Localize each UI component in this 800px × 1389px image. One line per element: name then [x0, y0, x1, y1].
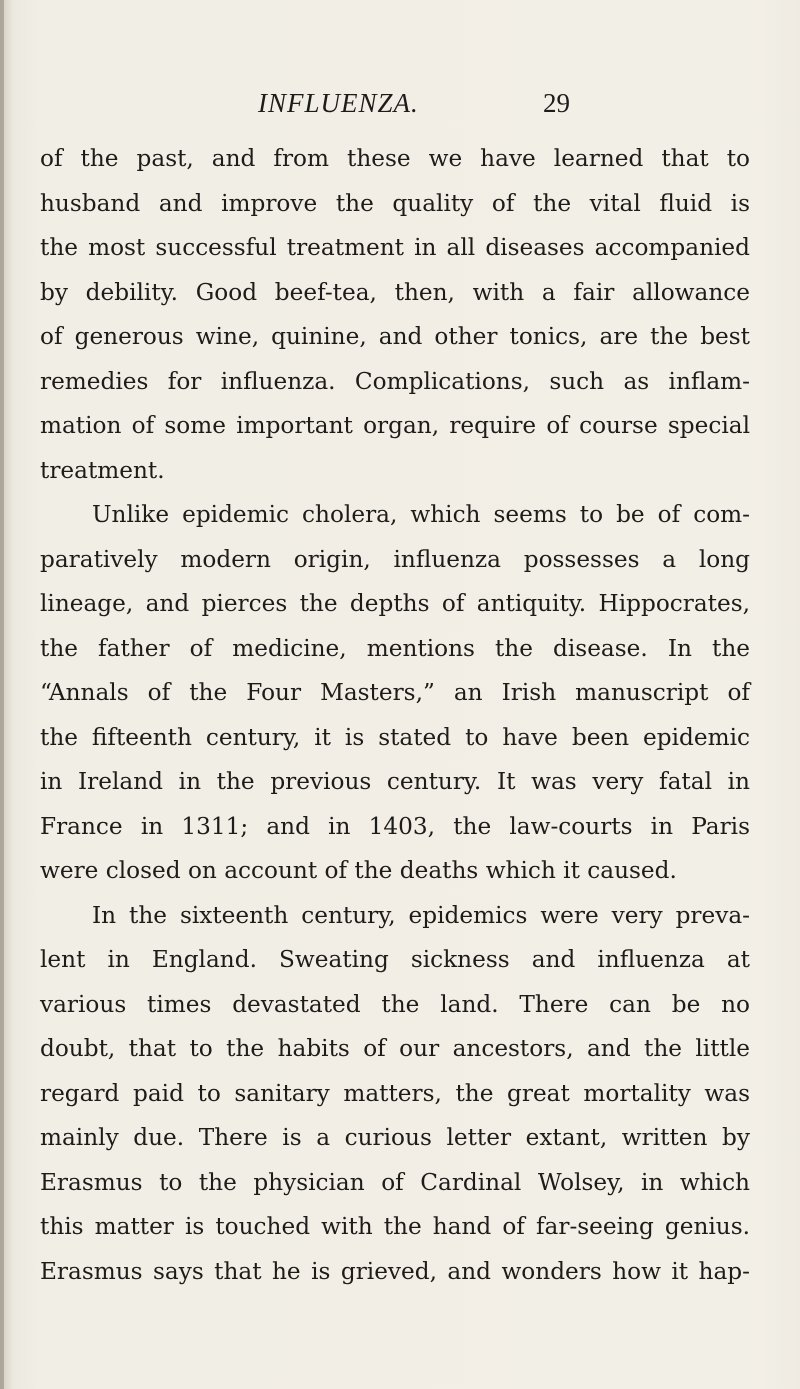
text-line: mation of some important organ, require of course special [40, 412, 750, 439]
page-number: 29 [543, 88, 570, 118]
text-line: mainly due. There is a curious letter extant, written by [40, 1124, 750, 1151]
text-line: husband and improve the quality of the vital fluid is [40, 189, 750, 217]
paragraph-start-line: In the sixteenth century, epidemics were very preva- [92, 901, 750, 929]
text-line: France in 1311; and in 1403, the law-courts in Paris [40, 812, 750, 840]
page-header [0, 88, 800, 128]
text-line: Erasmus to the physician of Cardinal Wolsey, in which [40, 1168, 750, 1196]
text-line: of generous wine, quinine, and other tonics, are the best [40, 323, 750, 350]
text-line: lineage, and pierces the depths of antiquity. Hippocrates, [40, 590, 750, 617]
text-line: various times devastated the land. There can be no [40, 990, 750, 1018]
text-line: lent in England. Sweating sickness and influenza at [40, 946, 750, 973]
paragraph-start-line: Unlike epidemic cholera, which seems to be of com- [92, 501, 750, 528]
running-title: INFLUENZA. [258, 88, 419, 118]
text-line: doubt, that to the habits of our ancestors, and the little [40, 1035, 750, 1062]
text-line: were closed on account of the deaths which it caused. [40, 857, 677, 884]
text-line: the most successful treatment in all diseases accompanied [40, 234, 750, 261]
text-line: remedies for influenza. Complications, such as inflam- [40, 367, 750, 395]
page-gutter-shadow [0, 0, 4, 1389]
text-line: by debility. Good beef-tea, then, with a fair allowance [40, 278, 750, 306]
text-line: treatment. [40, 456, 165, 484]
body-text [40, 137, 750, 1294]
text-line: the father of medicine, mentions the disease. In the [40, 634, 750, 662]
text-line: in Ireland in the previous century. It was very fatal in [40, 768, 750, 795]
text-line: Erasmus says that he is grieved, and wonders how it hap- [40, 1257, 750, 1285]
text-line: paratively modern origin, influenza possesses a long [40, 545, 750, 573]
text-line: this matter is touched with the hand of far-seeing genius. [40, 1213, 750, 1240]
text-line: of the past, and from these we have learned that to [40, 145, 750, 172]
text-line: “Annals of the Four Masters,” an Irish manuscript of [40, 679, 750, 706]
text-line: regard paid to sanitary matters, the great mortality was [40, 1079, 750, 1107]
text-line: the fifteenth century, it is stated to have been epidemic [40, 723, 750, 751]
